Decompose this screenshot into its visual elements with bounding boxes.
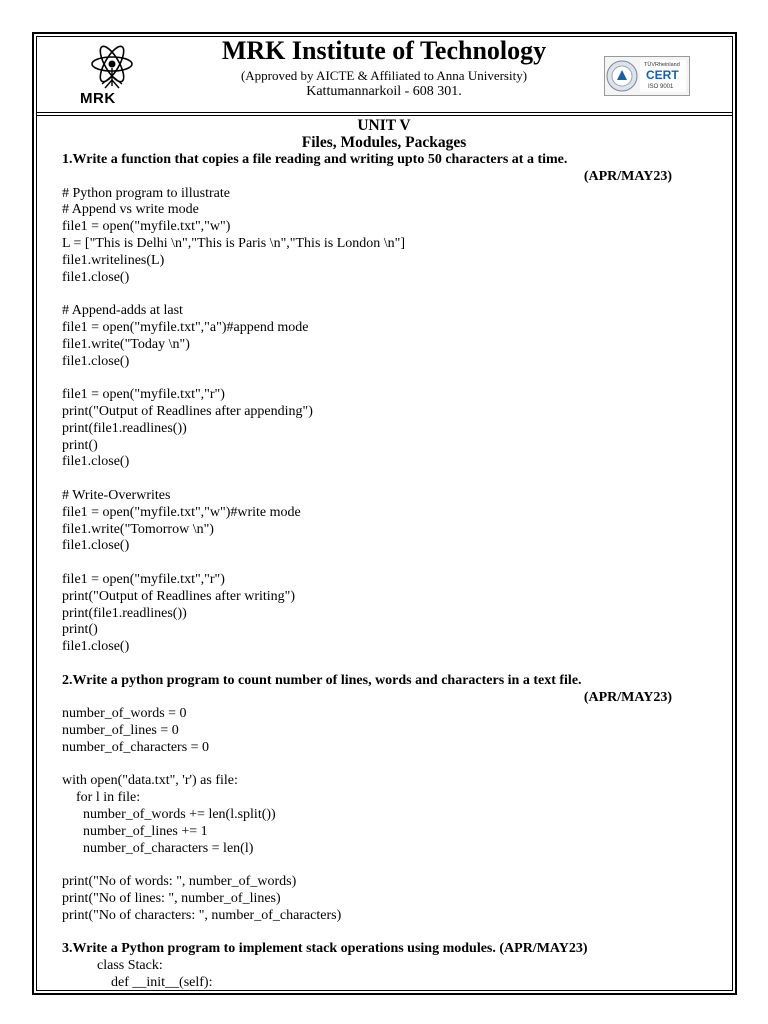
unit-heading bbox=[0, 117, 768, 151]
institute-address: Kattumannarkoil - 608 301. bbox=[306, 84, 462, 99]
header-divider bbox=[36, 112, 733, 113]
question-3-code: class Stack: def __init__(self): bbox=[97, 958, 213, 991]
unit-number: UNIT V bbox=[357, 117, 411, 134]
institute-subtitle: (Approved by AICTE & Affiliated to Anna University) bbox=[240, 68, 528, 83]
institute-title: MRK Institute of Technology bbox=[221, 36, 547, 65]
question-1: 1.Write a function that copies a file reading and writing upto 50 characters at a time. bbox=[62, 152, 568, 167]
logo-text: MRK bbox=[80, 90, 116, 107]
question-3: 3.Write a Python program to implement stack operations using modules. (APR/MAY23) bbox=[62, 941, 588, 957]
question-1-code: # Python program to illustrate # Append vs write mode file1 = open("myfile.txt","w") L = ["This is Delhi \n","This is Paris \n","This is London \n"] file1.writelines(L) file1.close() # Append-adds at last file1 = open("myfile.txt","a")#append mode file1.write("Today \n") file1.close() file1 = open("myfile.txt","r") print("Output of Readlines after appending") print(file1.readlines()) print() file1.close() # Write-Overwrites file1 = open("myfile.txt","w")#write mode file1.write("Tomorrow \n") file1.close() file1 = open("myfile.txt","r") print("Output of Readlines after writing") print(file1.readlines()) print() file1.close() bbox=[62, 185, 406, 655]
header-divider-double bbox=[36, 115, 733, 116]
cert-brand-text: TÜVRheinland bbox=[644, 62, 680, 68]
iso-certification-badge bbox=[604, 56, 690, 96]
question-2: 2.Write a python program to count number of lines, words and characters in a text file. bbox=[62, 672, 582, 688]
cert-iso-text: ISO 9001 bbox=[648, 84, 674, 90]
question-2-code: number_of_words = 0 number_of_lines = 0 number_of_characters = 0 with open("data.txt", 'r') as file: for l in file: number_of_words += len(l.split()) number_of_lines += 1 number_of_characters = len(l) print("No of words: ", number_of_words) print("No of lines: ", number_of_lines) print("No of characters: ", number_of_characters) bbox=[62, 706, 342, 923]
cert-badge-text: CERT bbox=[646, 68, 679, 82]
question-1-exam: (APR/MAY23) bbox=[583, 168, 672, 184]
unit-title: Files, Modules, Packages bbox=[301, 134, 467, 151]
question-2-exam: (APR/MAY23) bbox=[583, 689, 672, 705]
document-content bbox=[62, 152, 672, 992]
